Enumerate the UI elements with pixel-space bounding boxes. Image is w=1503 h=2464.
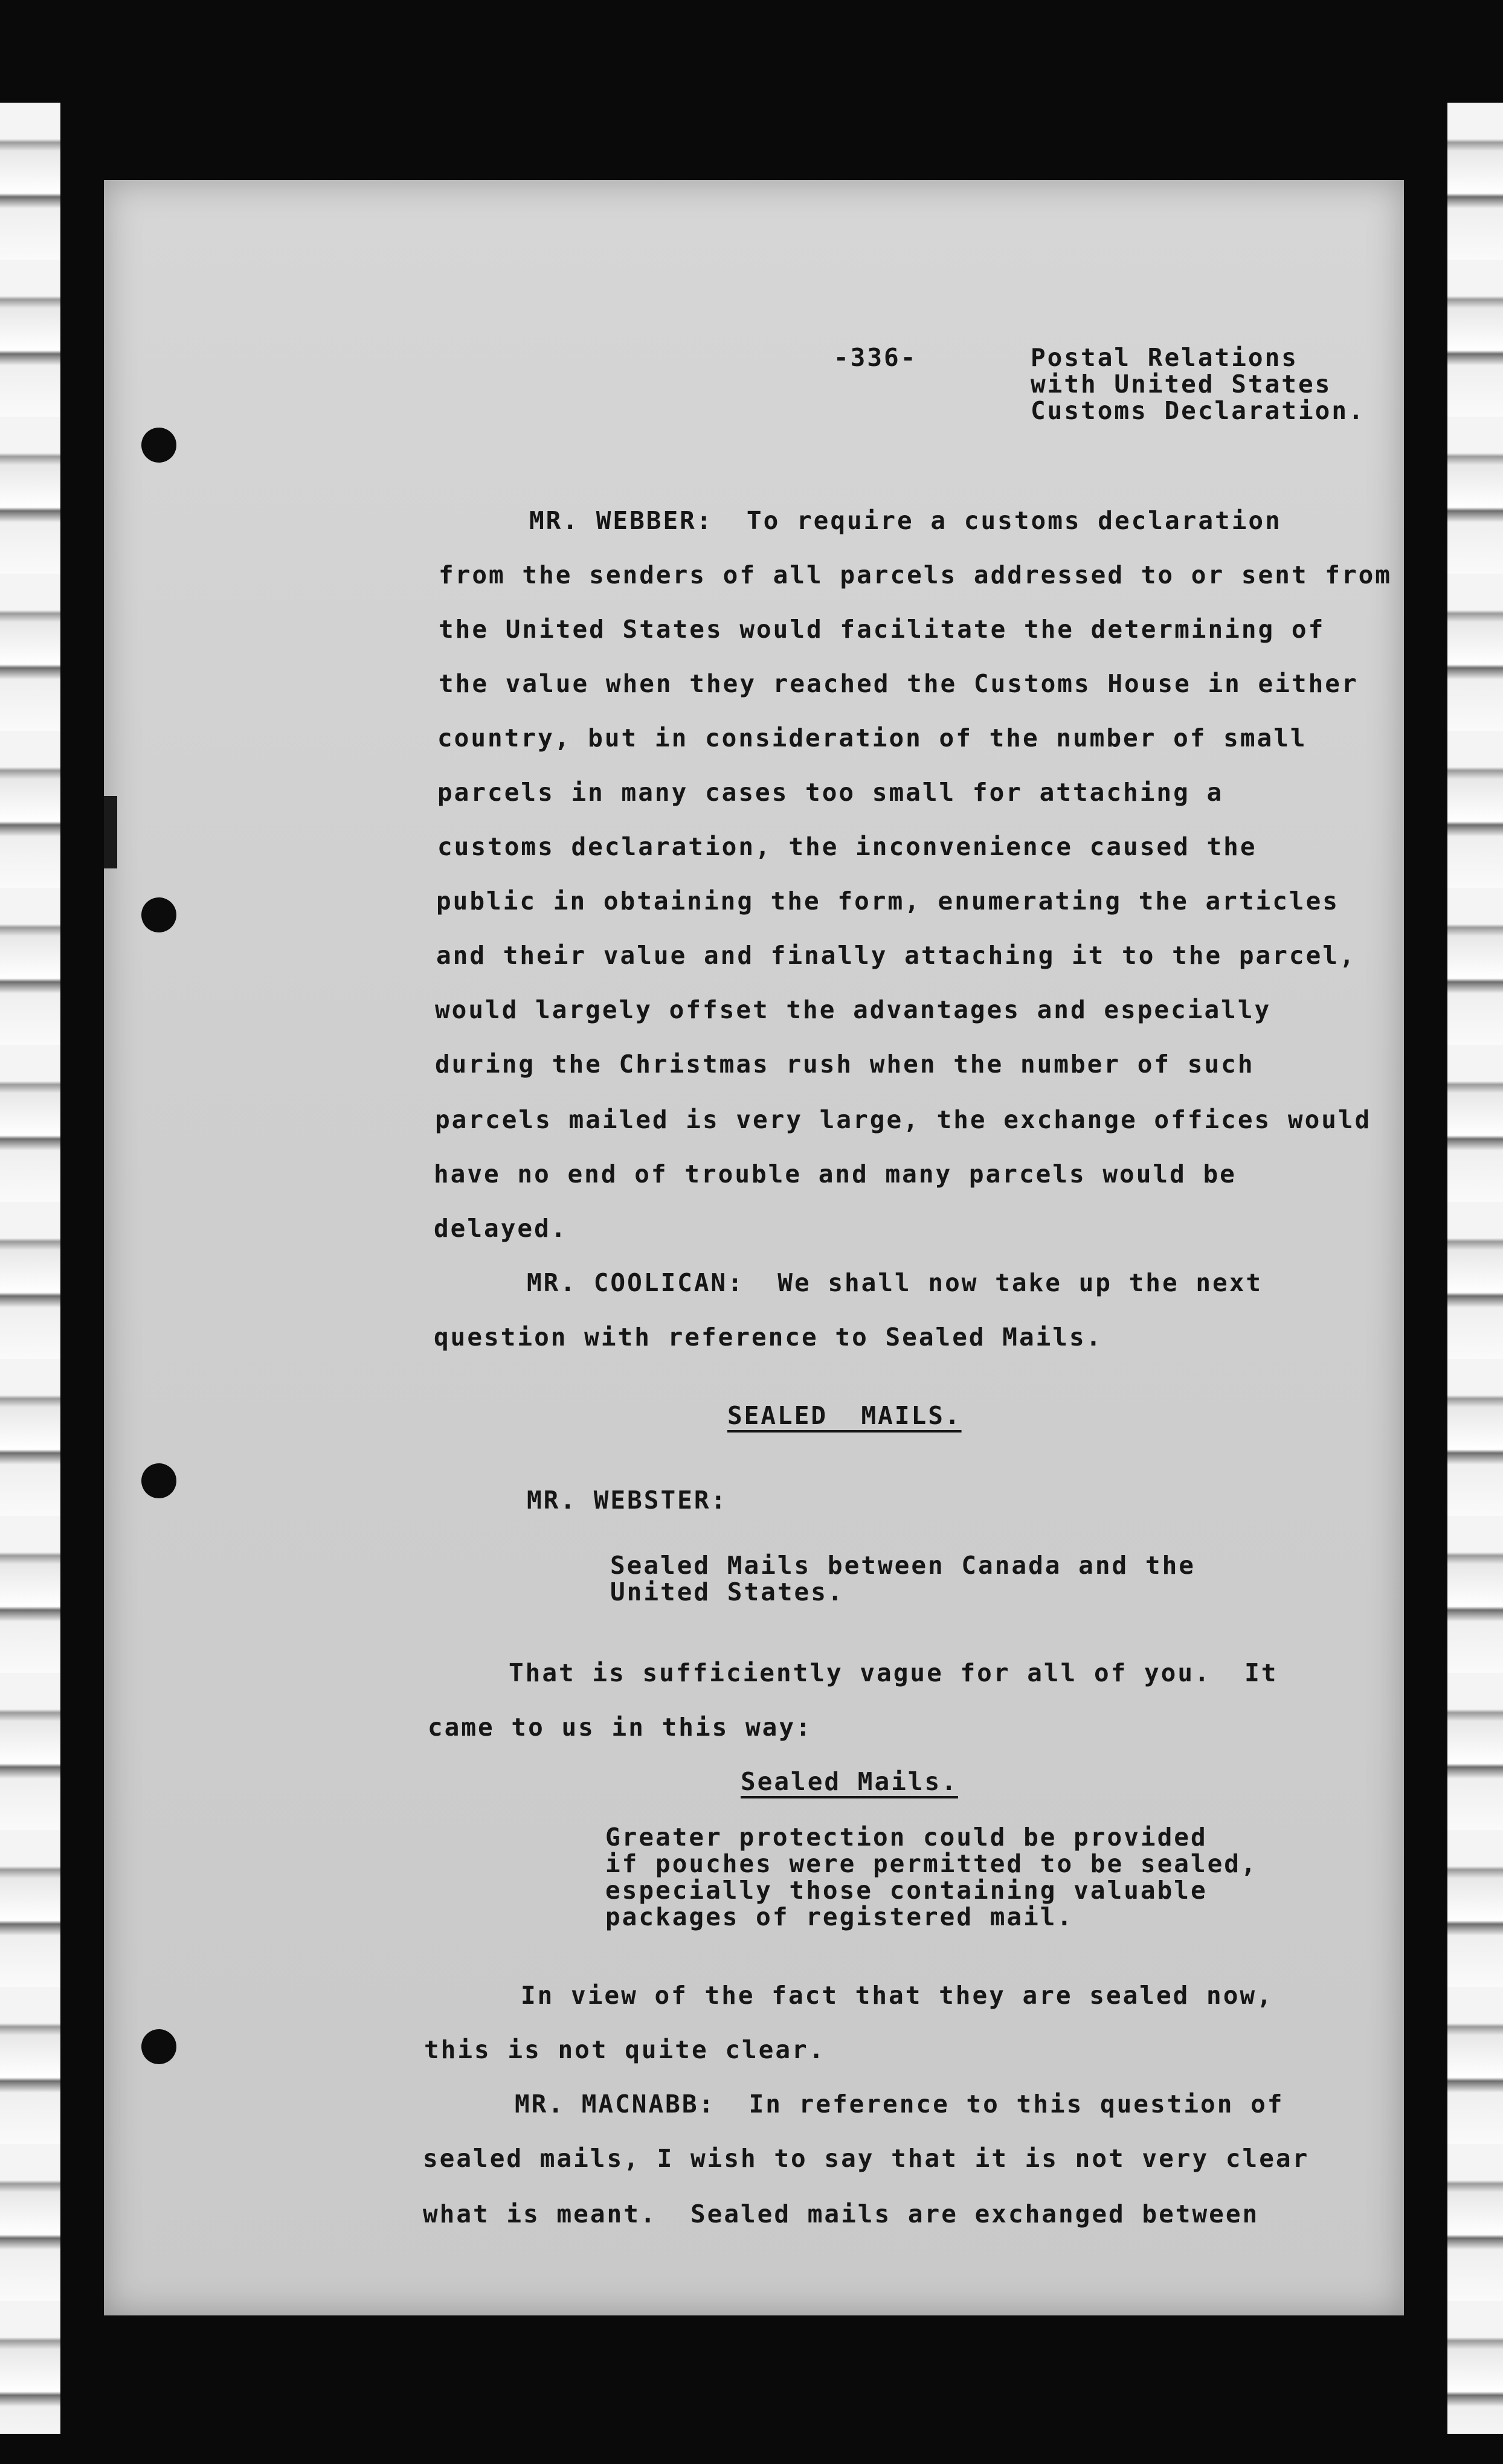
para1-line: the United States would facilitate the determining of (439, 615, 1325, 644)
punch-hole (141, 2029, 176, 2064)
subject-line-3: Customs Declaration. (1031, 396, 1365, 425)
speaker-label: MR. WEBSTER: (527, 1486, 728, 1515)
para5-line: what is meant. Sealed mails are exchanged between (423, 2199, 1260, 2228)
punch-hole (141, 1463, 176, 1498)
quote2-line: packages of registered mail. (605, 1902, 1074, 1931)
sub-heading: Sealed Mails. (741, 1767, 958, 1796)
punch-hole (141, 897, 176, 932)
para1-line: the value when they reached the Customs House in either (439, 669, 1359, 698)
para3-line: came to us in this way: (428, 1713, 813, 1742)
para1-line: delayed. (434, 1214, 568, 1243)
para1-line: country, but in consideration of the number of small (437, 723, 1307, 752)
subject-line-1: Postal Relations (1031, 343, 1298, 372)
para1-line: public in obtaining the form, enumerating the articles (436, 887, 1339, 916)
para1-line: have no end of trouble and many parcels would be (434, 1160, 1237, 1189)
para2-line: question with reference to Sealed Mails. (434, 1323, 1103, 1352)
quote1-line: Sealed Mails between Canada and the (610, 1551, 1196, 1580)
punch-hole (141, 428, 176, 463)
document-page (104, 180, 1404, 2315)
para5-line: sealed mails, I wish to say that it is not very clear (423, 2144, 1310, 2173)
para1-line: from the senders of all parcels addressed to or sent from (439, 560, 1392, 589)
para1-line: MR. WEBBER: To require a customs declaration (529, 506, 1282, 535)
quote2-line: if pouches were permitted to be sealed, (605, 1849, 1258, 1878)
section-heading: SEALED MAILS. (727, 1401, 962, 1430)
quote2-line: especially those containing valuable (605, 1876, 1208, 1905)
para1-line: customs declaration, the inconvenience caused the (437, 832, 1257, 861)
para1-line: during the Christmas rush when the number of such (435, 1050, 1255, 1079)
para5-line: MR. MACNABB: In reference to this question of (515, 2090, 1284, 2119)
film-edge-right (1447, 103, 1503, 2434)
para1-line: and their value and finally attaching it to the parcel, (436, 941, 1356, 970)
para1-line: parcels in many cases too small for attaching a (437, 778, 1224, 807)
para3-line: That is sufficiently vague for all of you. It (509, 1658, 1278, 1687)
film-edge-left (0, 103, 60, 2434)
page-number: -336- (834, 343, 918, 372)
para1-line: parcels mailed is very large, the exchange offices would (435, 1105, 1372, 1134)
subject-line-2: with United States (1031, 370, 1332, 399)
quote1-line: United States. (610, 1577, 845, 1606)
para4-line: this is not quite clear. (424, 2035, 826, 2064)
para1-line: would largely offset the advantages and especially (435, 995, 1272, 1024)
page-tab-mark (104, 796, 117, 868)
para4-line: In view of the fact that they are sealed now, (521, 1981, 1273, 2010)
quote2-line: Greater protection could be provided (605, 1823, 1208, 1852)
para2-line: MR. COOLICAN: We shall now take up the next (527, 1268, 1263, 1297)
